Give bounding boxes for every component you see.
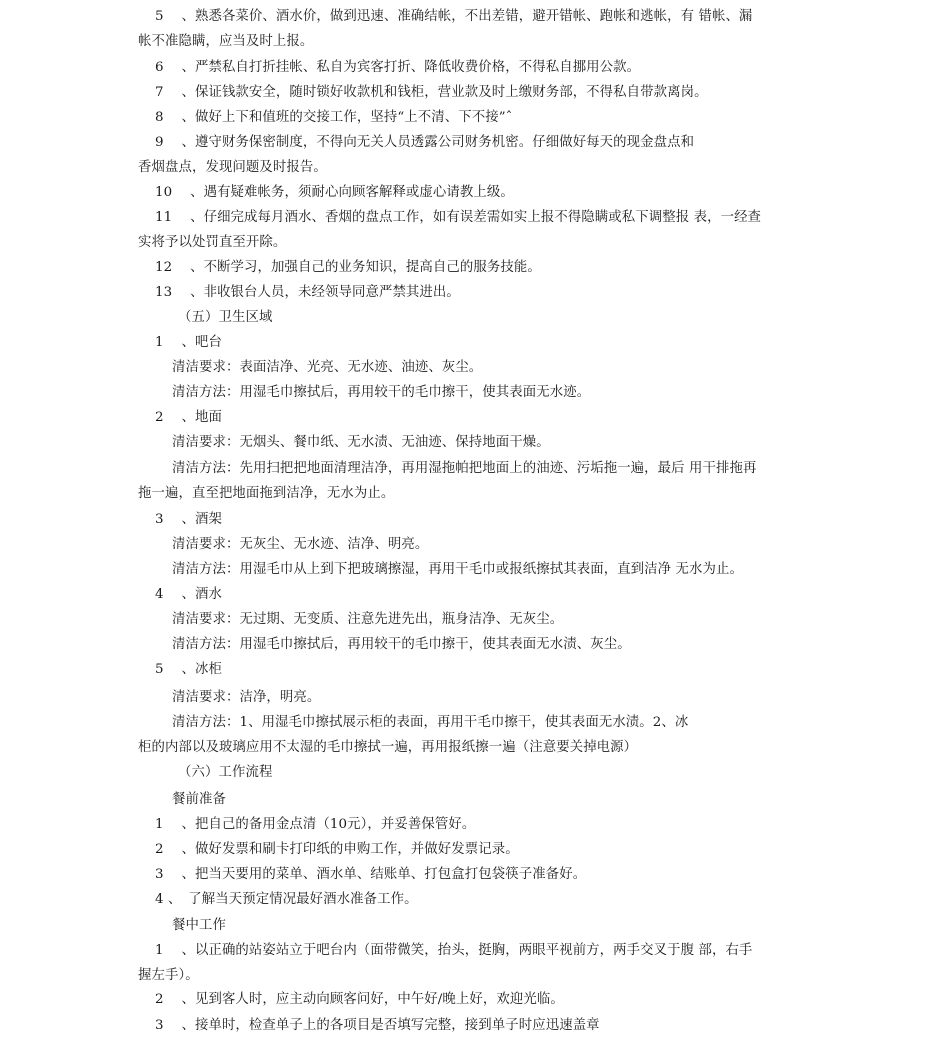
item-5-line2: 帐不准隐瞒，应当及时上报。 [138, 34, 314, 49]
fridge-clean-method-line1: 清洁方法：1、用湿毛巾擦拭展示柜的表面，再用干毛巾擦干，使其表面无水渍。2、冰 [172, 715, 689, 730]
area-4-drinks: 4 、酒水 [155, 587, 222, 602]
item-5-line1: 5 、熟悉各菜价、酒水价，做到迅速、准确结帐，不出差错，避开错帐、跑帐和逃帐，有 错帐、漏 [155, 9, 753, 24]
area-5-fridge: 5 、冰柜 [155, 662, 222, 677]
drinks-clean-method: 清洁方法：用湿毛巾擦拭后，再用较干的毛巾擦干，使其表面无水渍、灰尘。 [172, 637, 631, 652]
item-6: 6 、严禁私自打折挂帐、私自为宾客打折、降低收费价格，不得私自挪用公款。 [155, 60, 641, 75]
during-meal-1-line2: 握左手）。 [138, 968, 199, 983]
item-11-line2: 实将予以处罚直至开除。 [138, 235, 287, 250]
subheading-during-meal: 餐中工作 [172, 918, 226, 933]
pre-meal-3: 3 、把当天要用的菜单、酒水单、结账单、打包盒打包袋筷子准备好。 [155, 867, 587, 882]
area-2-floor: 2 、地面 [155, 410, 222, 425]
item-11-line1: 11 、仔细完成每月酒水、香烟的盘点工作，如有误差需如实上报不得隐瞒或私下调整报 表，一经查 [155, 210, 762, 225]
item-7: 7 、保证钱款安全，随时锁好收款机和钱柜，营业款及时上缴财务部，不得私自带款离岗。 [155, 85, 708, 100]
subheading-pre-meal: 餐前准备 [172, 792, 226, 807]
bar-clean-requirement: 清洁要求：表面洁净、光亮、无水迹、油迹、灰尘。 [172, 360, 483, 375]
during-meal-2: 2 、见到客人时，应主动向顾客问好，中午好/晚上好，欢迎光临。 [155, 992, 564, 1007]
fridge-clean-method-line2: 柜的内部以及玻璃应用不太湿的毛巾擦拭一遍，再用报纸擦一遍（注意要关掉电源） [138, 740, 638, 755]
pre-meal-4: 4 、 了解当天预定情况最好酒水准备工作。 [155, 892, 418, 907]
floor-clean-method-line1: 清洁方法：先用扫把把地面清理洁净，再用湿拖帕把地面上的油迹、污垢拖一遍，最后 用干排拖再 [172, 461, 757, 476]
item-13: 13 、非收银台人员，未经领导同意严禁其进出。 [155, 285, 460, 300]
section-heading-workflow: （六）工作流程 [178, 765, 273, 780]
pre-meal-2: 2 、做好发票和刷卡打印纸的申购工作，并做好发票记录。 [155, 842, 519, 857]
section-heading-hygiene: （五）卫生区域 [178, 310, 273, 325]
item-9-line2: 香烟盘点，发现问题及时报告。 [138, 160, 327, 175]
rack-clean-requirement: 清洁要求：无灰尘、无水迹、洁净、明亮。 [172, 537, 429, 552]
item-9-line1: 9 、遵守财务保密制度，不得向无关人员透露公司财务机密。仔细做好每天的现金盘点和 [155, 135, 695, 150]
item-12: 12 、不断学习，加强自己的业务知识，提高自己的服务技能。 [155, 260, 541, 275]
area-3-wine-rack: 3 、酒架 [155, 512, 222, 527]
drinks-clean-requirement: 清洁要求：无过期、无变质、注意先进先出，瓶身洁净、无灰尘。 [172, 612, 564, 627]
item-10: 10 、遇有疑难帐务，须耐心向顾客解释或虚心请教上级。 [155, 185, 514, 200]
during-meal-1-line1: 1 、以正确的站姿站立于吧台内（面带微笑，抬头，挺胸，两眼平视前方，两手交叉于腹 部，右手 [155, 943, 753, 958]
floor-clean-method-line2: 拖一遍，直至把地面拖到洁净，无水为止。 [138, 486, 395, 501]
rack-clean-method: 清洁方法：用湿毛巾从上到下把玻璃擦湿，再用干毛巾或报纸擦拭其表面，直到洁净 无水为止。 [172, 562, 743, 577]
bar-clean-method: 清洁方法：用湿毛巾擦拭后，再用较干的毛巾擦干，使其表面无水迹。 [172, 385, 591, 400]
floor-clean-requirement: 清洁要求：无烟头、餐巾纸、无水渍、无油迹、保持地面干燥。 [172, 435, 550, 450]
during-meal-3: 3 、接单时，检查单子上的各项目是否填写完整，接到单子时应迅速盖章 [155, 1018, 600, 1033]
pre-meal-1: 1 、把自己的备用金点清（10元），并妥善保管好。 [155, 817, 476, 832]
area-1-bar-counter: 1 、吧台 [155, 335, 222, 350]
fridge-clean-requirement: 清洁要求：洁净，明亮。 [172, 690, 321, 705]
item-8: 8 、做好上下和值班的交接工作，坚持“上不清、下不接”ˆ [155, 110, 513, 125]
